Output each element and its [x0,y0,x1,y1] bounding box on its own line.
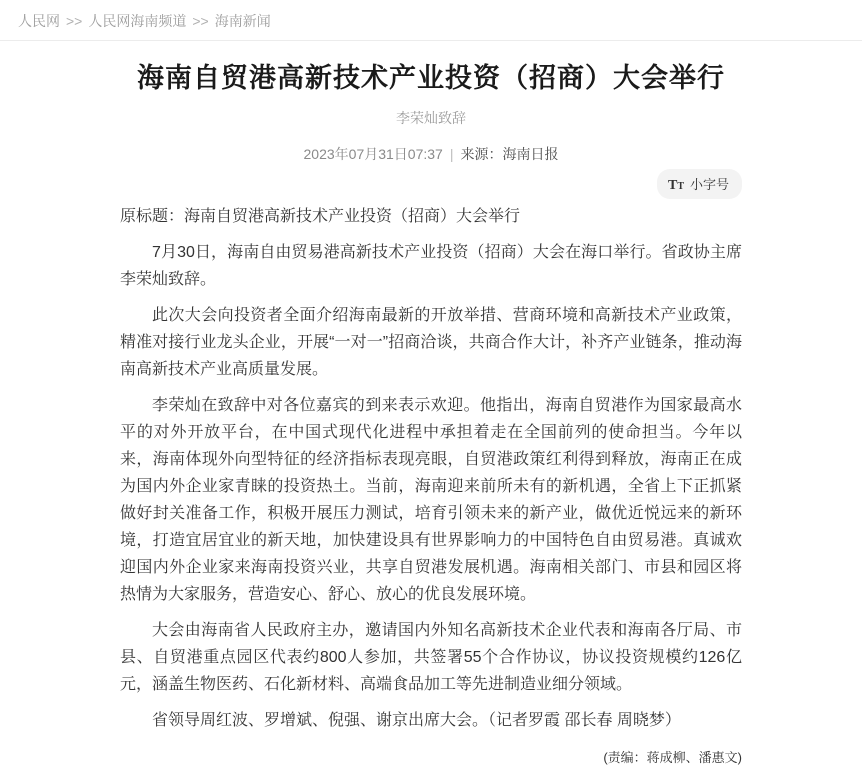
paragraph: 大会由海南省人民政府主办，邀请国内外知名高新技术企业代表和海南各厅局、市县、自贸港重点园区代表约800人参加，共签署55个合作协议，协议投资规模约126亿元，涵盖生物医药、石化新材料、高端食品加工等先进制造业细分领域。 [120,622,742,694]
original-title: 原标题：海南自贸港高新技术产业投资（招商）大会举行 [120,208,521,226]
font-size-label: 小字号 [689,177,729,193]
breadcrumb [0,0,862,41]
editor-note: (责编：蒋成柳、潘惠文) [603,750,742,766]
font-size-button[interactable] [657,169,742,199]
article-meta [120,144,742,164]
meta-separator: | [449,146,454,163]
paragraph: 省领导周红波、罗增斌、倪强、谢京出席大会。（记者罗霞 邵长春 周晓梦） [152,712,681,730]
article-body [120,203,742,771]
breadcrumb-item-peoples-daily[interactable]: 人民网 [18,13,60,29]
publish-datetime: 2023年07月31日07:37 [303,146,443,163]
article-subtitle: 李荣灿致辞 [396,110,466,127]
paragraph: 此次大会向投资者全面介绍海南最新的开放举措、营商环境和高新技术产业政策，精准对接行业龙头企业，开展“一对一”招商洽谈，共商合作大计，补齐产业链条，推动海南高新技术产业高质量发展。 [120,307,742,379]
breadcrumb-item-hainan-news[interactable]: 海南新闻 [214,13,271,29]
paragraph: 李荣灿在致辞中对各位嘉宾的到来表示欢迎。他指出，海南自贸港作为国家最高水平的对外开放平台，在中国式现代化进程中承担着走在全国前列的使命担当。今年以来，海南体现外向型特征的经济指标表现亮眼，自贸港政策红利得到释放，海南正在成为国内外企业家青睐的投资热土。当前，海南迎来前所未有的新机遇，全省上下正抓紧做好封关准备工作，积极开展压力测试，培育引领未来的新产业，做优近悦远来的新环境，打造宜居宜业的新天地，加快建设具有世界影响力的中国特色自由贸易港。真诚欢迎国内外企业家来海南投资兴业，共享自贸港发展机遇。海南相关部门、市县和园区将热情为大家服务，营造安心、舒心、放心的优良发展环境。 [120,397,742,604]
article-toolbar [120,169,742,195]
article [120,41,742,771]
paragraph: 7月30日，海南自由贸易港高新技术产业投资（招商）大会在海口举行。省政协主席李荣灿致辞。 [120,244,742,289]
breadcrumb-separator: >> [66,13,83,29]
source-link[interactable]: 来源：海南日报 [460,146,559,163]
font-size-icon: T [667,178,678,194]
breadcrumb-separator: >> [192,13,209,29]
font-size-icon-small: T [677,181,684,193]
breadcrumb-item-hainan-channel[interactable]: 人民网海南频道 [88,13,187,29]
page-title: 海南自贸港高新技术产业投资（招商）大会举行 [137,63,725,93]
